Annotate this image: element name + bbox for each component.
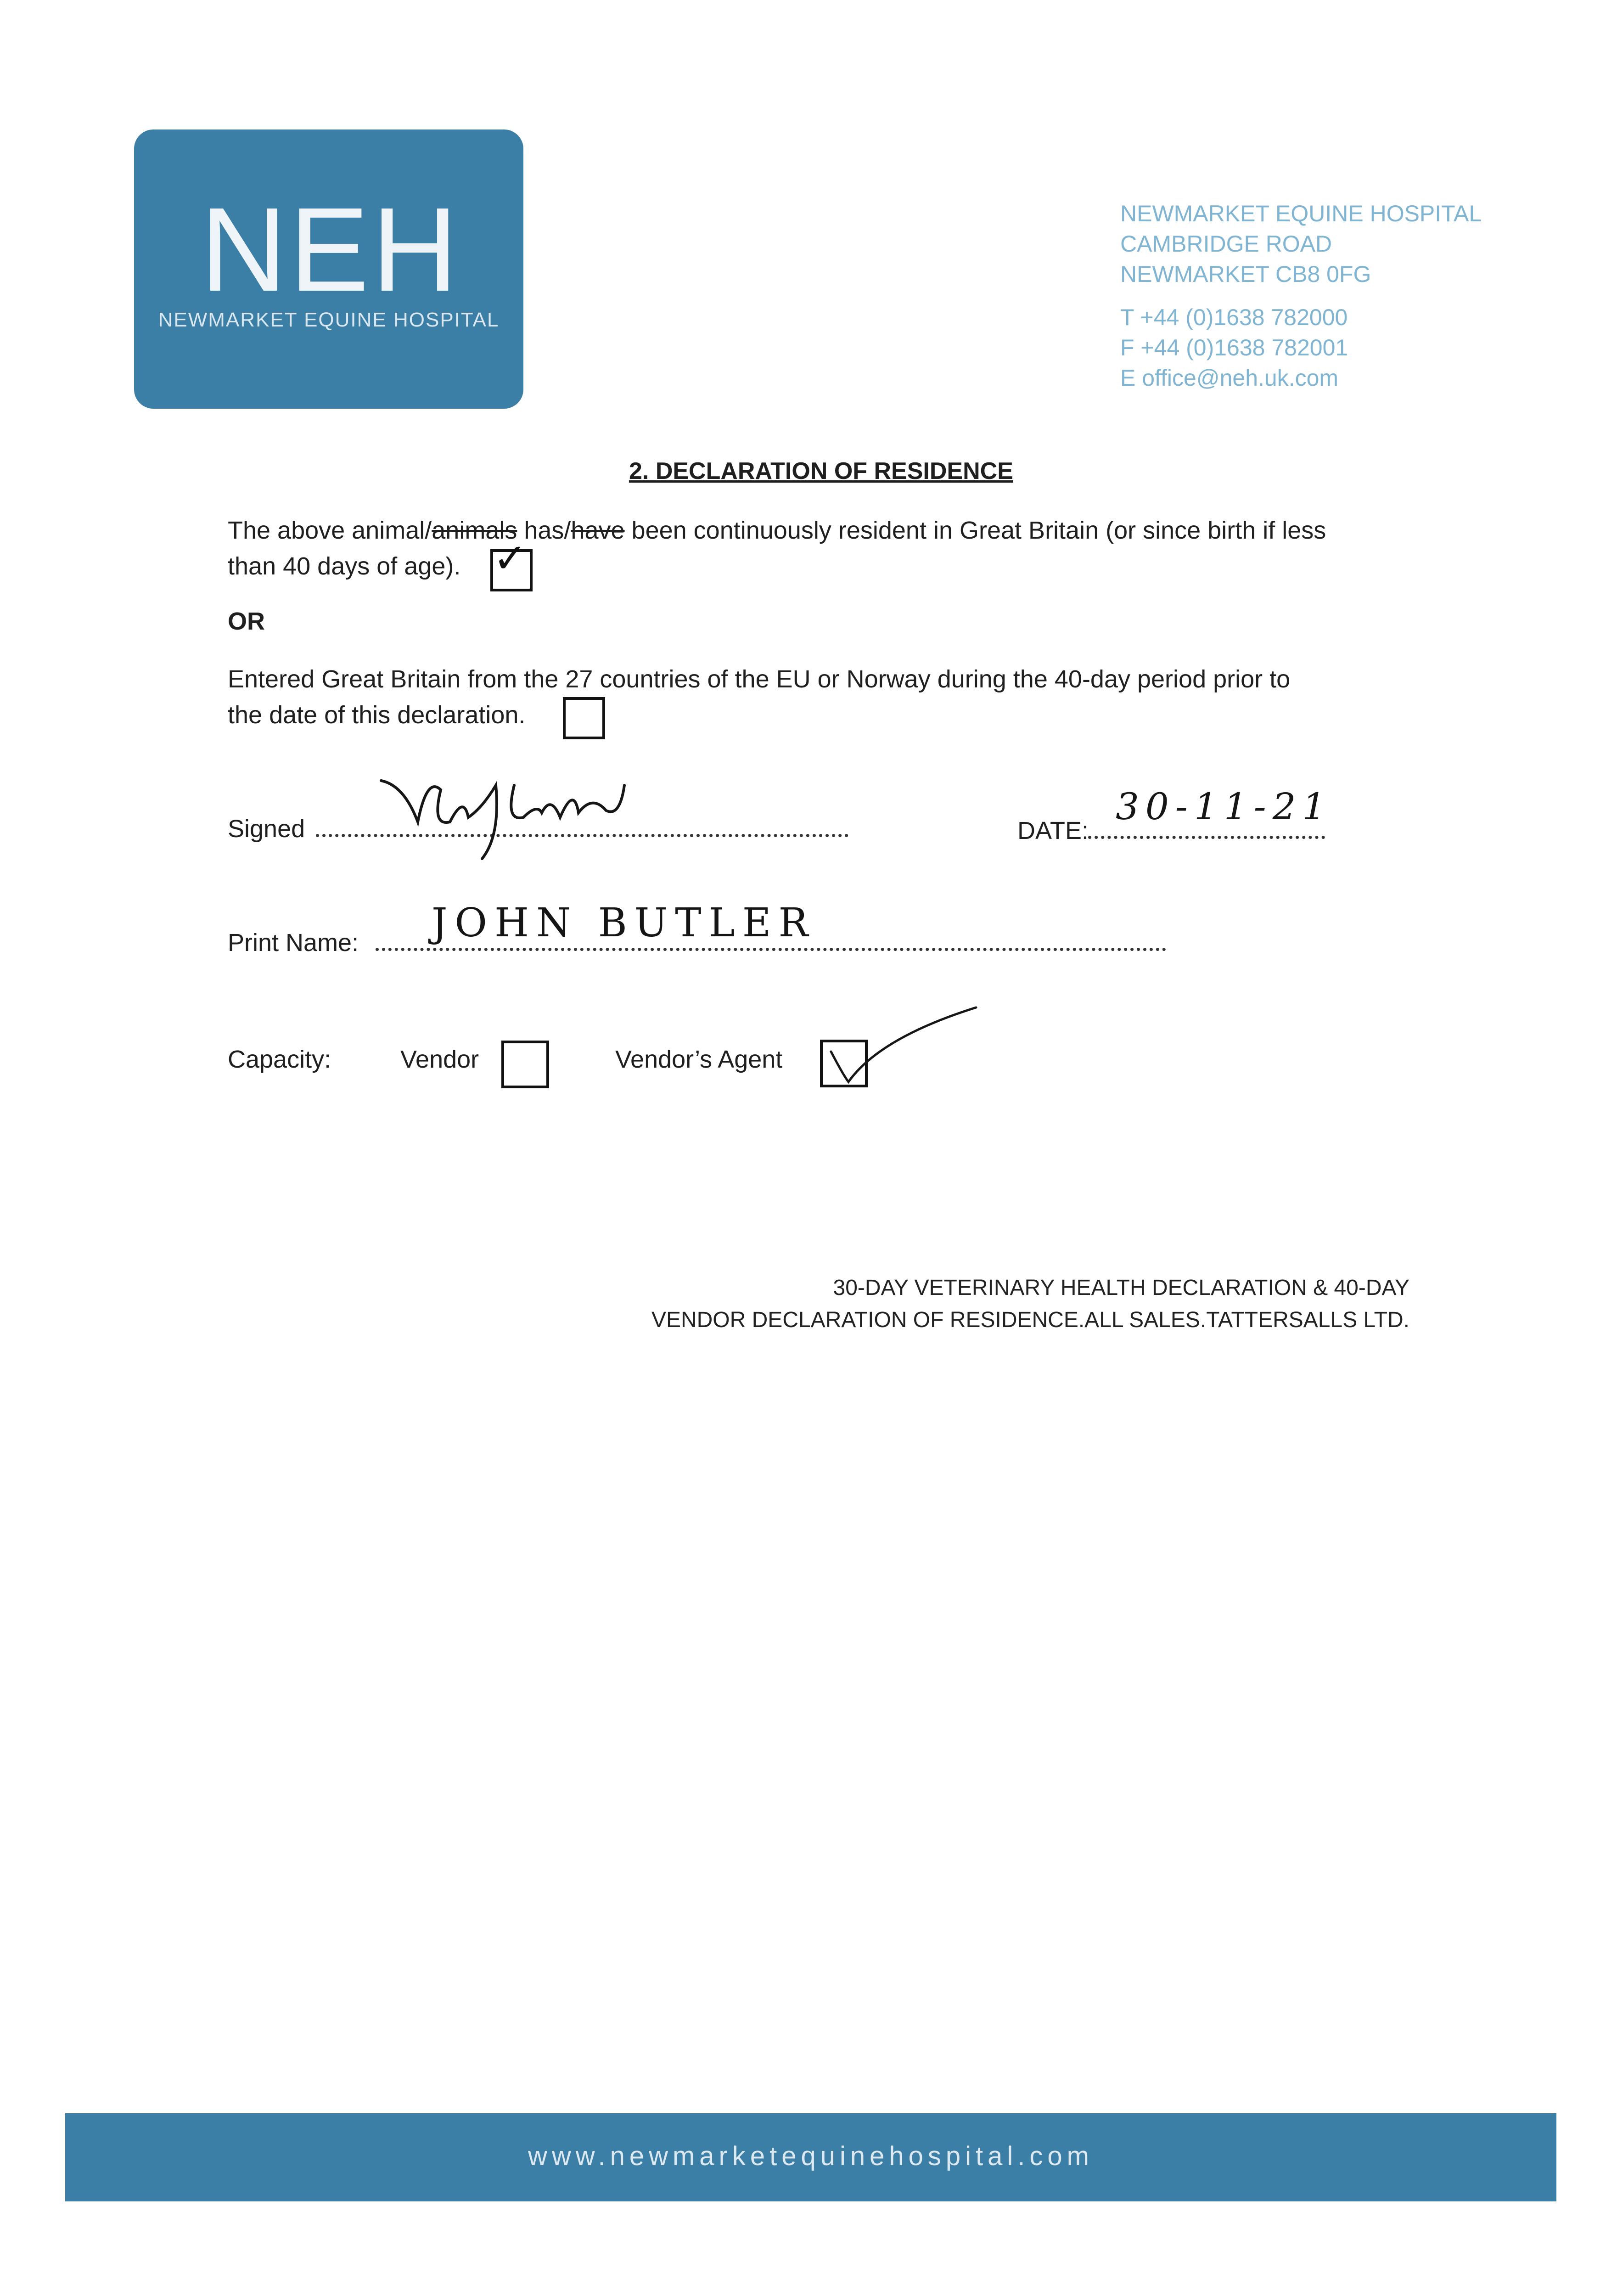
option1-text-c: been continuously resident in Great Britain (or since birth if less bbox=[624, 517, 1326, 544]
vendor-agent-tick-icon bbox=[825, 1001, 981, 1088]
print-name-value: JOHN BUTLER bbox=[432, 900, 816, 946]
address-line-1: NEWMARKET EQUINE HOSPITAL bbox=[1120, 201, 1482, 226]
section-title: 2. DECLARATION OF RESIDENCE bbox=[629, 458, 1013, 484]
option1-tick-icon: ✓ bbox=[493, 535, 527, 582]
option1-text-a: The above animal/ bbox=[228, 517, 432, 544]
footer-note-line2: VENDOR DECLARATION OF RESIDENCE.ALL SALES.TATTERSALLS LTD. bbox=[651, 1308, 1409, 1332]
option2-line1: Entered Great Britain from the 27 countries of the EU or Norway during the 40-day period prior to bbox=[228, 665, 1291, 693]
address-line-2: CAMBRIDGE ROAD bbox=[1120, 231, 1332, 257]
signature-image bbox=[376, 767, 634, 872]
capacity-label: Capacity: bbox=[228, 1046, 331, 1073]
fax: F +44 (0)1638 782001 bbox=[1120, 335, 1348, 360]
footer-note-line1: 30-DAY VETERINARY HEALTH DECLARATION & 40-DAY bbox=[833, 1276, 1409, 1300]
footer-note bbox=[651, 1272, 1409, 1336]
option1-struck-have: have bbox=[571, 517, 625, 544]
date-value: 30-11-21 bbox=[1116, 785, 1332, 828]
vendor-agent-label: Vendor’s Agent bbox=[615, 1046, 783, 1073]
option2-checkbox[interactable] bbox=[563, 697, 605, 739]
print-name-label: Print Name: bbox=[228, 929, 359, 957]
website-link[interactable]: www.newmarketequinehospital.com bbox=[528, 2141, 1094, 2171]
date-line bbox=[1088, 836, 1325, 839]
address-line-3: NEWMARKET CB8 0FG bbox=[1120, 261, 1371, 287]
or-label: OR bbox=[228, 608, 265, 635]
signed-label: Signed bbox=[228, 815, 305, 843]
option2-line2: the date of this declaration. bbox=[228, 701, 526, 729]
option1-line1 bbox=[228, 512, 1326, 548]
telephone: T +44 (0)1638 782000 bbox=[1120, 304, 1348, 330]
option1-struck-animals: animals bbox=[432, 517, 517, 544]
email: E office@neh.uk.com bbox=[1120, 365, 1339, 391]
vendor-checkbox[interactable] bbox=[501, 1041, 549, 1088]
date-label: DATE: bbox=[1017, 817, 1089, 844]
footer-bar bbox=[65, 2113, 1556, 2201]
hospital-address bbox=[1120, 198, 1533, 393]
vendor-label: Vendor bbox=[400, 1046, 479, 1073]
option1-text-b: has/ bbox=[517, 517, 571, 544]
option1-line2: than 40 days of age). bbox=[228, 552, 461, 580]
neh-logo bbox=[134, 129, 523, 409]
logo-hospital-name: NEWMARKET EQUINE HOSPITAL bbox=[158, 309, 500, 331]
logo-letters: NEH bbox=[200, 183, 461, 316]
print-name-line bbox=[376, 948, 1166, 951]
